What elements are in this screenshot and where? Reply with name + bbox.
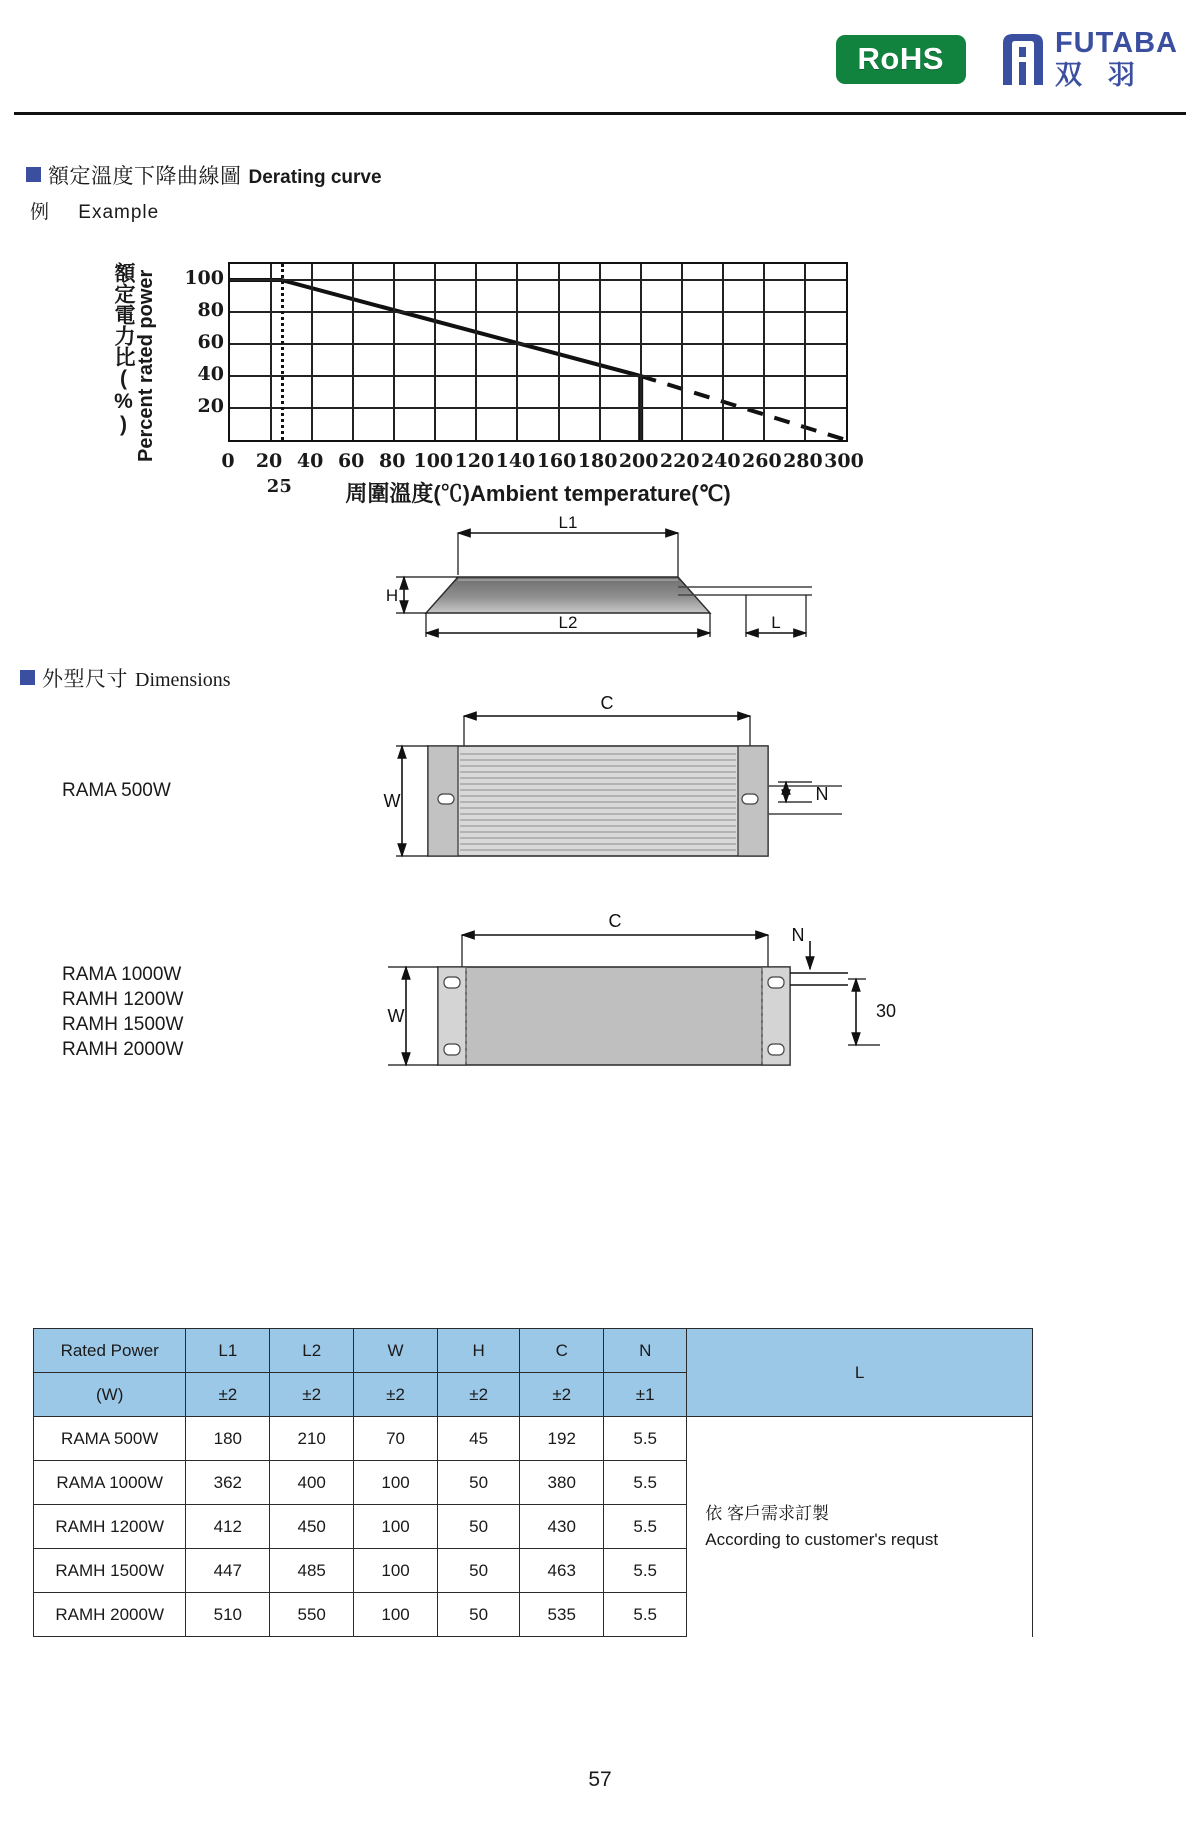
svg-text:L: L	[771, 613, 781, 632]
chart-gridline-vertical	[393, 264, 395, 440]
y-axis-ticks	[178, 262, 224, 442]
chart-gridline-vertical	[804, 264, 806, 440]
x-axis-label: 周圍溫度(℃)Ambient temperature(℃)	[345, 481, 731, 506]
col-header-c: C	[520, 1329, 604, 1373]
example-label	[30, 197, 159, 224]
cell-model: RAMA 1000W	[34, 1461, 186, 1505]
futaba-logo	[1000, 29, 1178, 89]
y-axis-tick-label: 20	[197, 395, 224, 417]
chart-gridline-vertical	[681, 264, 683, 440]
section-title-derating-curve	[26, 160, 382, 190]
col-tolerance-l2: ±2	[270, 1373, 354, 1417]
col-header-rated-power: Rated Power	[34, 1329, 186, 1373]
y-axis-caption	[113, 262, 156, 462]
chart-gridline-horizontal	[230, 279, 846, 281]
cell-n: 5.5	[604, 1417, 687, 1461]
svg-text:W: W	[383, 791, 401, 811]
futaba-wordmark	[1055, 29, 1178, 89]
col-tolerance-w: ±2	[354, 1373, 438, 1417]
svg-text:30: 30	[876, 1001, 897, 1021]
drawing-label-line: RAMH 2000W	[62, 1039, 184, 1061]
futaba-arch-logo-icon	[1000, 31, 1046, 87]
cell-l1: 510	[186, 1593, 270, 1637]
cell-n: 5.5	[604, 1505, 687, 1549]
svg-text:L2: L2	[558, 613, 578, 632]
chart-gridline-vertical	[270, 264, 272, 440]
cell-h: 50	[437, 1505, 519, 1549]
bullet-square-icon	[20, 670, 35, 685]
col-header-w: W	[354, 1329, 438, 1373]
col-header-l2: L2	[270, 1329, 354, 1373]
dimension-drawing-rama-1000w-group	[370, 905, 900, 1090]
svg-text:L1: L1	[558, 513, 578, 532]
y-axis-label-en: Percent rated power	[135, 269, 157, 462]
cell-w: 70	[354, 1417, 438, 1461]
x-axis-tick-label: 0	[221, 450, 235, 472]
chart-gridline-vertical	[763, 264, 765, 440]
example-label-cn: 例	[30, 202, 51, 223]
section-title-dimensions	[20, 663, 231, 693]
col-header-l1: L1	[186, 1329, 270, 1373]
derating-curve-chart	[112, 262, 900, 532]
cell-c: 463	[520, 1549, 604, 1593]
cell-c: 192	[520, 1417, 604, 1461]
col-header-l: L	[687, 1329, 1033, 1417]
x-axis-tick-label: 180	[577, 450, 618, 472]
y-axis-label-cn: 額定電力比(%)	[112, 262, 135, 436]
drawing-label-rama-500w: RAMA 500W	[62, 780, 171, 801]
table-header	[34, 1329, 1033, 1417]
chart-gridline-vertical	[475, 264, 477, 440]
x-axis-tick-label: 300	[824, 450, 864, 472]
x-axis-annotation-label: 25	[266, 476, 292, 497]
cell-w: 100	[354, 1593, 438, 1637]
x-axis-tick-label: 260	[742, 450, 782, 472]
col-tolerance-n: ±1	[604, 1373, 687, 1417]
cell-n: 5.5	[604, 1593, 687, 1637]
x-axis-tick-label: 200	[618, 450, 659, 472]
cell-l1: 412	[186, 1505, 270, 1549]
cell-l1: 447	[186, 1549, 270, 1593]
cell-h: 50	[437, 1549, 519, 1593]
rohs-badge: RoHS	[836, 35, 966, 84]
y-axis-tick-label: 60	[197, 331, 224, 353]
svg-text:N: N	[791, 925, 805, 945]
y-axis-tick-label: 100	[184, 267, 224, 289]
cell-c: 380	[520, 1461, 604, 1505]
col-header-h: H	[437, 1329, 519, 1373]
table-body	[34, 1417, 1033, 1637]
cell-n: 5.5	[604, 1461, 687, 1505]
brand-name-en: FUTABA	[1054, 27, 1178, 59]
cell-l2: 550	[270, 1593, 354, 1637]
x-axis-tick-label: 120	[454, 450, 495, 472]
x-axis-tick-label: 80	[379, 450, 406, 472]
cell-l1: 362	[186, 1461, 270, 1505]
col-tolerance-c: ±2	[520, 1373, 604, 1417]
l-note-cn: 依 客戶需求訂製	[705, 1504, 829, 1524]
cell-h: 50	[437, 1461, 519, 1505]
cell-h: 50	[437, 1593, 519, 1637]
bullet-square-icon	[26, 167, 41, 182]
chart-plot-area	[228, 262, 848, 442]
cell-c: 535	[520, 1593, 604, 1637]
section-title-derating-cn: 額定溫度下降曲線圖	[48, 165, 242, 188]
header-divider	[14, 112, 1186, 115]
page-number: 57	[588, 1768, 612, 1791]
section-title-derating-en: Derating curve	[248, 167, 382, 188]
chart-gridline-horizontal	[230, 375, 846, 377]
x-axis-tick-label: 100	[413, 450, 454, 472]
cell-w: 100	[354, 1461, 438, 1505]
example-label-en: Example	[78, 202, 160, 223]
x-axis-tick-label: 160	[536, 450, 577, 472]
chart-gridline-vertical	[599, 264, 601, 440]
x-axis-tick-label: 60	[337, 450, 365, 472]
l-note-en: According to customer's requst	[705, 1529, 939, 1549]
dimension-drawing-rama-500w	[380, 690, 880, 885]
y-axis-tick-label: 40	[197, 363, 224, 385]
cell-l2: 210	[270, 1417, 354, 1461]
drawing-label-line: RAMH 1500W	[62, 1014, 184, 1036]
chart-gridline-vertical	[311, 264, 313, 440]
cell-model: RAMH 1200W	[34, 1505, 186, 1549]
brand-name-cn: 双羽	[1054, 60, 1161, 90]
x-axis-tick-label: 20	[255, 450, 283, 472]
cell-w: 100	[354, 1549, 438, 1593]
cell-model: RAMH 1500W	[34, 1549, 186, 1593]
x-axis-tick-label: 280	[783, 450, 823, 472]
svg-text:C: C	[608, 911, 622, 931]
derating-curve-lines	[230, 264, 846, 440]
cell-c: 430	[520, 1505, 604, 1549]
cell-w: 100	[354, 1505, 438, 1549]
y-axis-tick-label: 80	[197, 299, 224, 321]
drawing-label-line: RAMH 1200W	[62, 989, 184, 1011]
chart-gridline-horizontal	[230, 343, 846, 345]
svg-text:W: W	[387, 1006, 405, 1026]
cell-l-note	[687, 1417, 1033, 1637]
page-header	[0, 0, 1200, 118]
chart-gridline-vertical	[434, 264, 436, 440]
svg-text:N: N	[815, 784, 829, 804]
dimension-drawing-side-profile	[380, 513, 850, 675]
cell-l2: 400	[270, 1461, 354, 1505]
dimensions-spec-table	[33, 1328, 1033, 1637]
section-title-dimensions-cn: 外型尺寸	[42, 668, 128, 691]
col-unit-watt: (W)	[34, 1373, 186, 1417]
cell-model: RAMA 500W	[34, 1417, 186, 1461]
chart-gridline-vertical	[352, 264, 354, 440]
svg-text:H: H	[385, 586, 399, 605]
table-header-row-1	[34, 1329, 1033, 1373]
cell-h: 45	[437, 1417, 519, 1461]
chart-gridline-vertical	[722, 264, 724, 440]
table-row	[34, 1417, 1033, 1461]
drawing-label-line: RAMA 1000W	[62, 964, 182, 985]
cell-l2: 450	[270, 1505, 354, 1549]
cell-l2: 485	[270, 1549, 354, 1593]
col-header-n: N	[604, 1329, 687, 1373]
chart-gridline-vertical	[558, 264, 560, 440]
svg-text:C: C	[600, 693, 614, 713]
col-tolerance-l1: ±2	[186, 1373, 270, 1417]
x-axis-tick-label: 220	[659, 450, 700, 472]
chart-annotation-line-25	[281, 264, 284, 440]
cell-n: 5.5	[604, 1549, 687, 1593]
cell-l1: 180	[186, 1417, 270, 1461]
cell-model: RAMH 2000W	[34, 1593, 186, 1637]
x-axis-tick-label: 240	[700, 450, 741, 472]
chart-gridline-vertical	[640, 264, 642, 440]
chart-gridline-vertical	[516, 264, 518, 440]
section-title-dimensions-en: Dimensions	[135, 669, 231, 691]
x-axis-tick-label: 140	[495, 450, 536, 472]
x-axis-tick-label: 40	[296, 450, 324, 472]
drawing-label-rama-1000w-group	[62, 962, 183, 1062]
col-tolerance-h: ±2	[437, 1373, 519, 1417]
chart-gridline-horizontal	[230, 407, 846, 409]
chart-gridline-horizontal	[230, 311, 846, 313]
